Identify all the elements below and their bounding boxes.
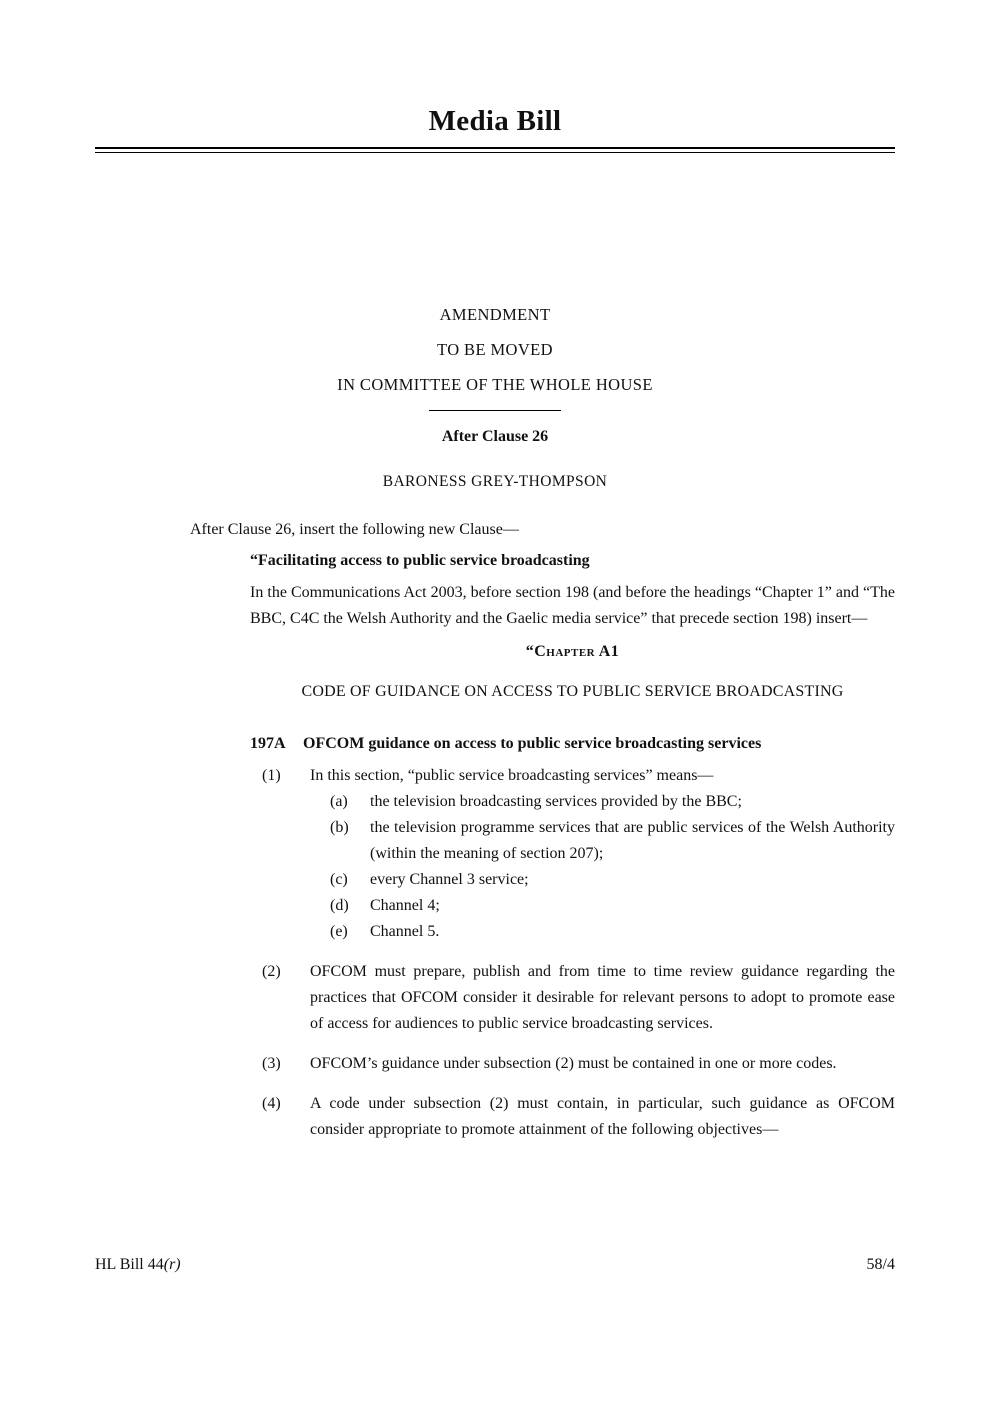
list-item-b — [330, 815, 895, 867]
committee-label: IN COMMITTEE OF THE WHOLE HOUSE — [337, 375, 653, 394]
list-item-e — [330, 919, 895, 945]
subsection-3 — [262, 1051, 895, 1077]
chapter-title: CODE OF GUIDANCE ON ACCESS TO PUBLIC SERVICE BROADCASTING — [301, 683, 844, 700]
list-item-a — [330, 789, 895, 815]
amendment-label: AMENDMENT — [439, 305, 551, 324]
subsection-number: (3) — [262, 1055, 281, 1072]
to-be-moved-label: TO BE MOVED — [437, 340, 553, 359]
intro-paragraph: In the Communications Act 2003, before section 198 (and before the headings “Chapter 1” and “The BBC, C4C the Welsh Authority and the Gaelic media service” that precede section 198) insert— — [250, 584, 895, 627]
item-letter: (c) — [330, 871, 348, 888]
amendment-instruction: After Clause 26, insert the following new Clause— — [190, 521, 519, 538]
item-text: the television programme services that are public services of the Welsh Authority (within the meaning of section 207); — [370, 819, 895, 862]
subsection-text: In this section, “public service broadcasting services” means— — [310, 767, 714, 784]
amendment-header — [95, 305, 895, 411]
new-clause-title: “Facilitating access to public service broadcasting — [250, 552, 590, 569]
mover-name: BARONESS GREY-THOMPSON — [382, 473, 608, 490]
title-double-rule — [95, 147, 895, 153]
bill-reference-suffix: (r) — [163, 1256, 181, 1273]
subsection-2 — [262, 959, 895, 1037]
subsection-number: (2) — [262, 963, 281, 980]
list-item-c — [330, 867, 895, 893]
subsection-number: (4) — [262, 1095, 281, 1112]
section-heading — [250, 731, 895, 757]
page-number: 58/4 — [866, 1256, 895, 1273]
item-text: the television broadcasting services provided by the BBC; — [370, 793, 742, 810]
bill-reference — [95, 1256, 181, 1274]
item-text: Channel 5. — [370, 923, 440, 940]
subsection-text: A code under subsection (2) must contain, in particular, such guidance as OFCOM consider appropriate to promote attainment of the following objectives— — [310, 1095, 895, 1138]
new-clause-block — [250, 548, 895, 1143]
amendment-body — [95, 517, 895, 1143]
page-footer — [95, 1256, 895, 1274]
clause-heading: After Clause 26 — [441, 428, 549, 445]
item-letter: (b) — [330, 819, 349, 836]
header-divider-rule — [429, 410, 561, 411]
item-text: every Channel 3 service; — [370, 871, 529, 888]
item-letter: (e) — [330, 923, 348, 940]
subsection-text-block — [310, 763, 895, 945]
subsection-number: (1) — [262, 767, 281, 784]
item-letter: (d) — [330, 897, 349, 914]
chapter-label: “Chapter A1 — [525, 643, 620, 660]
subsection-4 — [262, 1091, 895, 1143]
section-heading-text: OFCOM guidance on access to public service broadcasting services — [303, 735, 762, 752]
bill-reference-text: HL Bill 44 — [95, 1256, 164, 1273]
item-text: Channel 4; — [370, 897, 440, 914]
item-letter: (a) — [330, 793, 348, 810]
list-item-d — [330, 893, 895, 919]
subsection-text: OFCOM must prepare, publish and from time to time review guidance regarding the practices that OFCOM consider it desirable for relevant persons to adopt to promote ease of access for audiences to public service broadcasting services. — [310, 963, 895, 1032]
document-title: Media Bill — [428, 105, 562, 137]
subsection-text: OFCOM’s guidance under subsection (2) must be contained in one or more codes. — [310, 1055, 837, 1072]
subsection-1 — [262, 763, 895, 945]
section-number: 197A — [250, 735, 286, 752]
